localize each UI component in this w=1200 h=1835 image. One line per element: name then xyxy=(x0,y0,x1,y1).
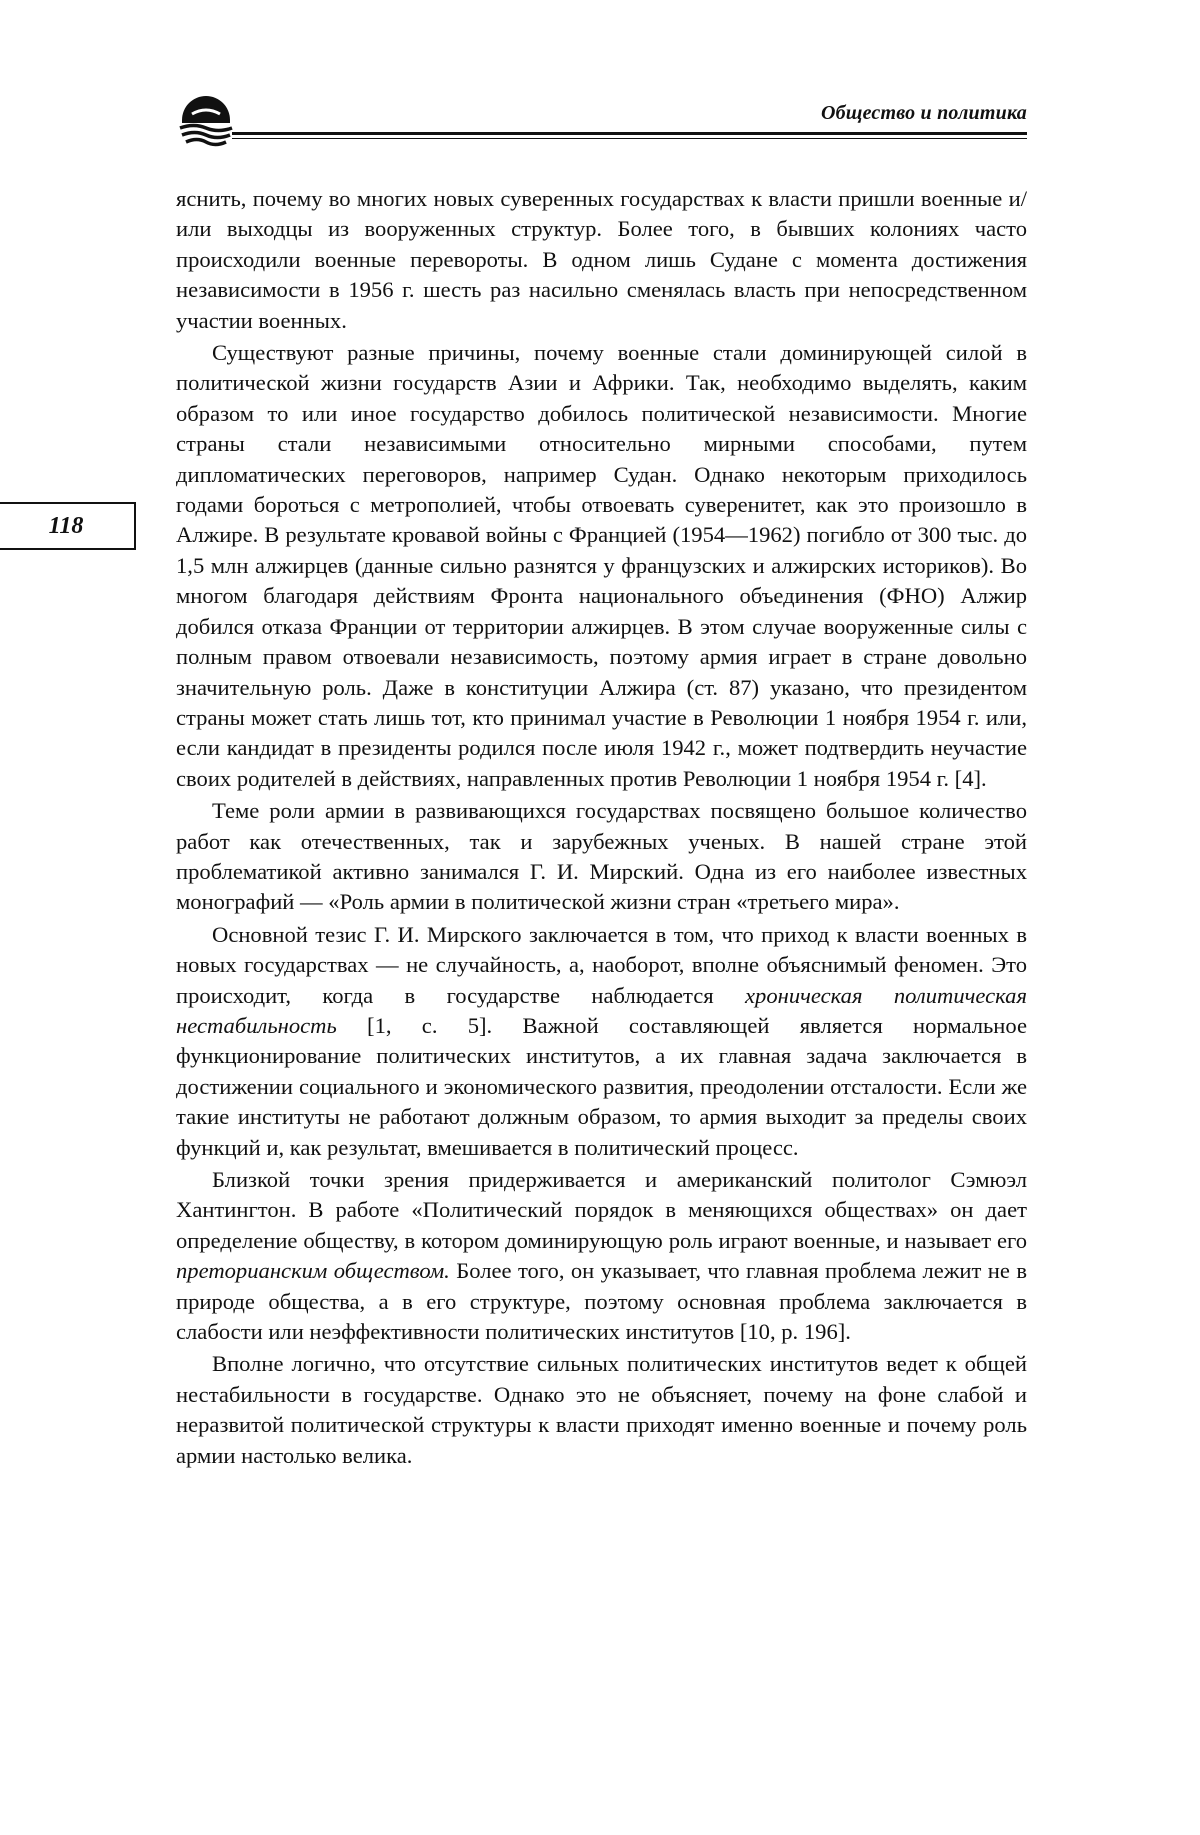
paragraph-text: Основной тезис Г. И. Мирского заключается в том, что приход к власти военных в новых государствах — не случайность, а, наоборот, вполне объяснимый феномен. Это происходит, когда в государстве наблюдается xyxy=(176,921,1027,1008)
page-number: 118 xyxy=(0,502,136,550)
paragraph-text: [1, с. 5]. Важной составляющей является нормальное функционирование политических институтов, а их главная задача заключается в достижении социального и экономического развития, преодолении отсталости. Если же такие институты не работают должным образом, то армия выходит за пределы своих функций и, как результат, вмешивается в политический процесс. xyxy=(176,1012,1027,1160)
paragraph xyxy=(176,1165,1027,1347)
paragraph-text: Вполне логично, что отсутствие сильных политических институтов ведет к общей нестабильности в государстве. Однако это не объясняет, почему на фоне слабой и неразвитой политической структуры к власти приходят именно военные и почему роль армии настолько велика. xyxy=(176,1351,1027,1468)
sea-wave-logo-icon xyxy=(176,96,236,150)
paragraph xyxy=(176,184,1027,336)
paragraph xyxy=(176,338,1027,794)
paragraph xyxy=(176,1349,1027,1471)
italic-term: хроническая политическая нестабильность xyxy=(176,982,1027,1038)
body-text xyxy=(176,184,1027,1471)
running-title: Общество и политика xyxy=(820,102,1027,124)
paragraph-text: Близкой точки зрения придерживается и американский политолог Сэмюэл Хантингтон. В работе «Политический порядок в меняющихся обществах» он дает определение обществу, в котором доминирующую роль играют военные, и называет его xyxy=(176,1167,1027,1253)
page-header xyxy=(176,88,1027,148)
paragraph-text: Более того, он указывает, что главная проблема лежит не в природе общества, а в его структуре, поэтому основная проблема заключается в слабости или неэффективности политических институтов [10, р. 196]. xyxy=(176,1258,1027,1345)
paragraph xyxy=(176,796,1027,918)
paragraph xyxy=(176,920,1027,1163)
header-rule-thick xyxy=(232,132,1027,135)
paragraph-text: яснить, почему во многих новых суверенных государствах к власти пришли военные и/или выходцы из вооруженных структур. Более того, в бывших колониях часто происходили военные перевороты. В одном лишь Судане с момента достижения независимости в 1956 г. шесть раз насильно сменялась власть при непосредственном участии военных. xyxy=(176,186,1027,333)
header-rule-thin xyxy=(232,138,1027,139)
paragraph-text: Теме роли армии в развивающихся государствах посвящено большое количество работ как отечественных, так и зарубежных ученых. В нашей стране этой проблематикой активно занимался Г. И. Мирский. Одна из его наиболее известных монографий — «Роль армии в политической жизни стран «третьего мира». xyxy=(176,798,1027,915)
paragraph-text: Существуют разные причины, почему военные стали доминирующей силой в политической жизни государств Азии и Африки. Так, необходимо выделять, каким образом то или иное государство добилось политической независимости. Многие страны стали независимыми относительно мирными способами, путем дипломатических переговоров, например Судан. Однако некоторым приходилось годами бороться с метрополией, чтобы отвоевать суверенитет, как это произошло в Алжире. В результате кровавой войны с Францией (1954—1962) погибло от 300 тыс. до 1,5 млн алжирцев (данные сильно разнятся у французских и алжирских историков). Во многом благодаря действиям Фронта национального объединения (ФНО) Алжир добился отказа Франции от территории алжирцев. В этом случае вооруженные силы с полным правом отвоевали независимость, поэтому армия играет в стране довольно значительную роль. Даже в конституции Алжира (ст. 87) указано, что президентом страны может стать лишь тот, кто принимал участие в Революции 1 ноября 1954 г. или, если кандидат в президенты родился после июля 1942 г., может подтвердить неучастие своих родителей в действиях, направленных против Революции 1 ноября 1954 г. [4]. xyxy=(176,340,1027,791)
italic-term: преторианским обществом. xyxy=(176,1258,450,1284)
